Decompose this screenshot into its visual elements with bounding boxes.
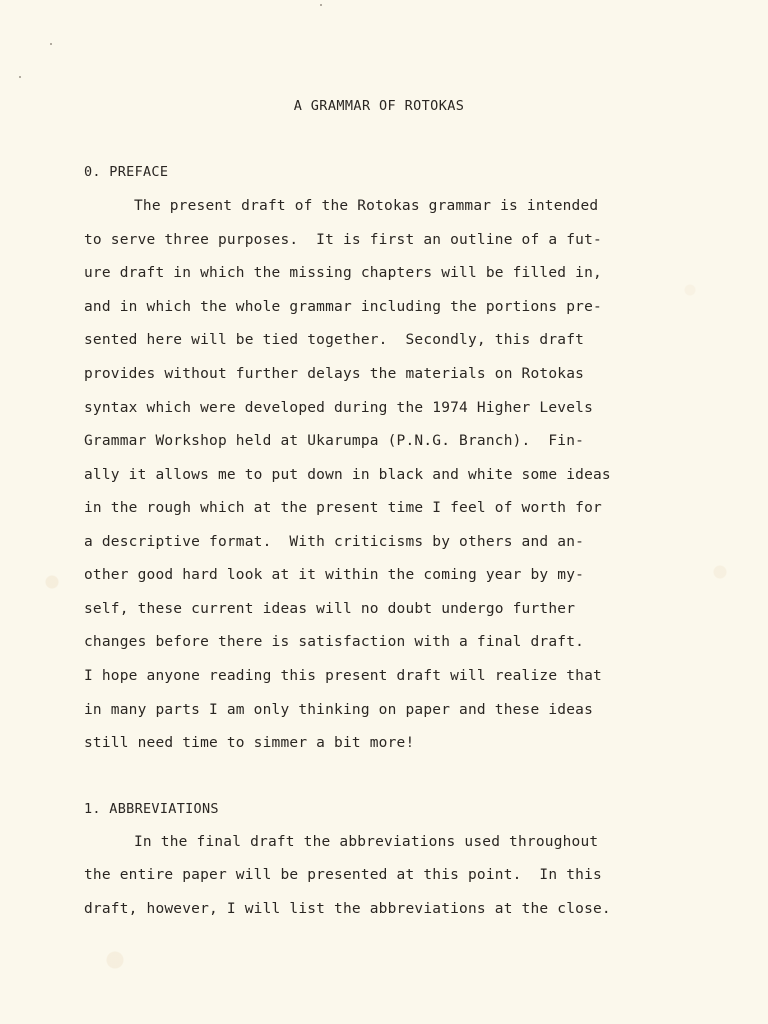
- text-line: self, these current ideas will no doubt undergo further: [84, 601, 576, 617]
- text-line: other good hard look at it within the coming year by my-: [84, 567, 585, 583]
- text-line: ally it allows me to put down in black and white some ideas: [84, 467, 611, 483]
- text-line: draft, however, I will list the abbreviations at the close.: [84, 901, 611, 917]
- section-heading-abbreviations: 1. ABBREVIATIONS: [84, 801, 219, 817]
- text-line: the entire paper will be presented at this point. In this: [84, 867, 602, 883]
- text-line: to serve three purposes. It is first an outline of a fut-: [84, 232, 602, 248]
- text-line: syntax which were developed during the 1974 Higher Levels: [84, 400, 593, 416]
- text-line: Grammar Workshop held at Ukarumpa (P.N.G. Branch). Fin-: [84, 433, 585, 449]
- paper-speck: [320, 4, 322, 6]
- text-line: changes before there is satisfaction with a final draft.: [84, 634, 585, 650]
- text-line: The present draft of the Rotokas grammar is intended: [134, 198, 599, 214]
- text-line: and in which the whole grammar including the portions pre-: [84, 299, 602, 315]
- text-line: a descriptive format. With criticisms by others and an-: [84, 534, 585, 550]
- text-line: ure draft in which the missing chapters will be filled in,: [84, 265, 602, 281]
- text-line: in many parts I am only thinking on paper and these ideas: [84, 702, 593, 718]
- document-title: A GRAMMAR OF ROTOKAS: [293, 98, 465, 114]
- text-line: sented here will be tied together. Secondly, this draft: [84, 332, 585, 348]
- text-line: provides without further delays the materials on Rotokas: [84, 366, 585, 382]
- paper-speck: [19, 76, 21, 78]
- paper-speck: [50, 43, 52, 45]
- text-line: In the final draft the abbreviations used throughout: [134, 834, 599, 850]
- text-line: I hope anyone reading this present draft will realize that: [84, 668, 602, 684]
- text-line: still need time to simmer a bit more!: [84, 735, 415, 751]
- section-heading-preface: 0. PREFACE: [84, 164, 169, 180]
- text-line: in the rough which at the present time I feel of worth for: [84, 500, 602, 516]
